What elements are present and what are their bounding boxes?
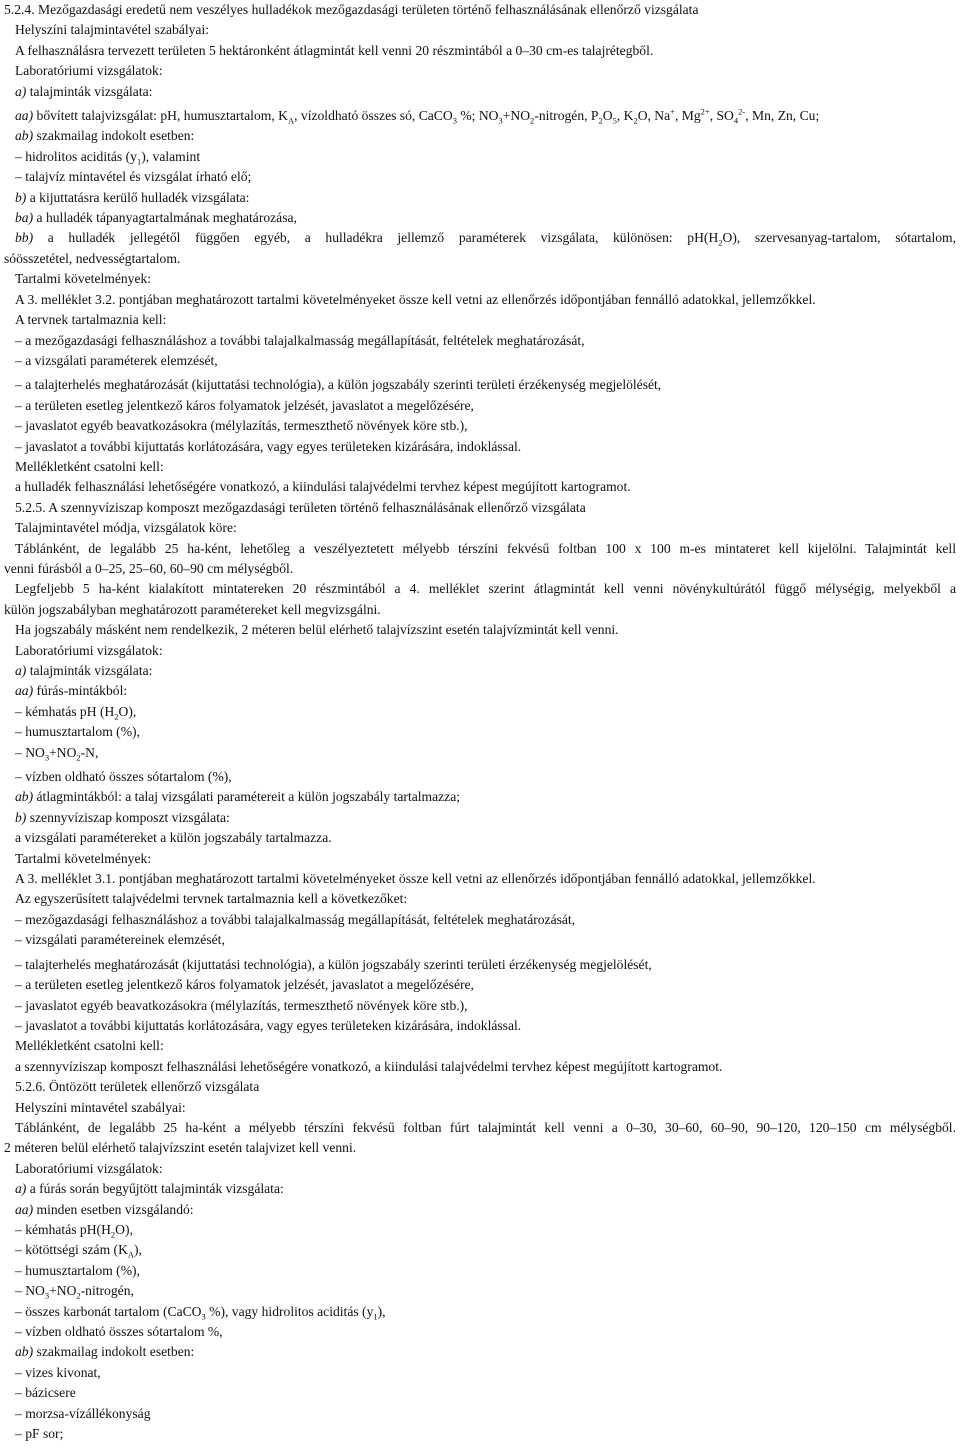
text-line: a) talajminták vizsgálata: [15,663,153,678]
text-line: – a vizsgálati paraméterek elemzését, [15,352,218,368]
text-line: 5.2.6. Öntözött területek ellenőrző vizsgálata [15,1079,260,1095]
text-line: – $NO_3+NO_2$-nitrogén, [15,1283,134,1301]
text-line: a) a fúrás során begyűjtött talajminták vizsgálata: [15,1181,284,1197]
text-line: – kémhatás $pH(H_2O)$, [15,1221,133,1240]
text-line: Helyszíni talajmintavétel szabályai: [15,22,210,38]
text-line: ab) szakmailag indokolt esetben: [15,1344,195,1360]
text-line: Laboratóriumi vizsgálatok: [15,642,163,658]
text-line: – humusztartalom (%), [15,1262,140,1278]
text-line: – vizsgálati paramétereinek elemzését, [15,932,225,948]
text-line: – $NO_3+NO_2-N$, [15,744,99,763]
text-line: – talajterhelés meghatározását (kijuttatási technológia), a külön jogszabály szerinti területi érzékenység megjelölését, [15,956,652,972]
text-line: 5.2.4. Mezőgazdasági eredetű nem veszélyes hulladékok mezőgazdasági területen történő felhasználásának ellenőrző vizsgálata [4,2,699,17]
text-line: – bázicsere [15,1385,76,1401]
text-line: ab) átlagmintákból: a talaj vizsgálati paramétereit a külön jogszabály tartalmazza; [15,789,461,805]
text-line: a hulladék felhasználási lehetőségére vonatkozó, a kiindulási talajvédelmi tervhez képest megújított kartogramot. [15,479,631,495]
text-line: – mezőgazdasági felhasználáshoz a további talajalkalmasság megállapítását, feltételek meghatározását, [15,911,576,927]
text-line: b) szennyvíziszap komposzt vizsgálata: [15,809,230,825]
text-line: – a területen esetleg jelentkező káros folyamatok jelzését, javaslatot a megelőzésére, [15,977,474,993]
text-line: – a területen esetleg jelentkező káros folyamatok jelzését, javaslatot a megelőzésére, [15,397,474,413]
text-line: Laboratóriumi vizsgálatok: [15,63,163,79]
text-line: venni fúrásból a 0–25, 25–60, 60–90 cm mélységből. [4,560,294,576]
text-line: – vízben oldható összes sótartalom %, [15,1324,223,1339]
text-line: Tartalmi követelmények: [15,271,152,287]
text-line: – javaslatot egyéb beavatkozásokra (mélylazítás, termeszthető növények köre stb.), [15,418,468,434]
text-line: – javaslatot a további kijuttatás korlátozására, vagy egyes területeken kizárására, indoklással. [15,1017,522,1033]
text-line: a) talajminták vizsgálata: [15,83,153,99]
text-line: sóösszetétel, nedvességtartalom. [4,250,181,266]
text-line: A tervnek tartalmaznia kell: [15,312,167,328]
text-line: – kötöttségi szám $(K_A)$, [15,1242,142,1261]
text-line: – javaslatot egyéb beavatkozásokra (mélylazítás, termeszthető növények köre stb.), [15,997,468,1013]
text-line: b) a kijuttatásra kerülő hulladék vizsgálata: [15,189,250,205]
text-line: – a talajterhelés meghatározását (kijuttatási technológia), a külön jogszabály szerinti területi érzékenység megjelölését, [15,377,662,393]
text-line: Legfeljebb 5 ha-ként kialakított mintatereken 20 részmintából a 4. melléklet szerint átlagmintát kell venni növénykultúrától függő mélységig, melyekből a [15,581,956,597]
text-line: aa) fúrás-mintákból: [15,683,128,699]
text-line: A felhasználásra tervezett területen 5 hektáronként átlagmintát kell venni 20 részmintából a 0–30 cm-es talajrétegből. [15,42,654,58]
text-line: aa) bővített talajvizsgálat: pH, humusztartalom, $K_A$, vízoldható összes só, CaCO$_3$ %; $NO_3+NO_2$-nitrogén, $P_2O_5$, $K_2O$, Na+, $Mg^{2+}$, $SO_4^{2-}$, Mn, Zn, Cu; [15,106,820,126]
text-line: Talajmintavétel módja, vizsgálatok köre: [15,520,237,536]
text-line: ab) szakmailag indokolt esetben: [15,128,195,144]
text-line: ba) a hulladék tápanyagtartalmának meghatározása, [15,210,297,226]
text-line: Táblánként, de legalább 25 ha-ként, lehetőleg a veszélyeztetett mélyebb térszíni fekvésű foltban 100 x 100 m-es mintateret kell kijelölni. Talajmintát kell [15,540,956,556]
text-line: Helyszíni mintavétel szabályai: [15,1099,186,1115]
text-line: a vizsgálati paramétereket a külön jogszabály tartalmazza. [15,830,332,846]
text-line: Ha jogszabály másként nem rendelkezik, 2 méteren belül elérhető talajvízszint esetén talajvízmintát kell venni. [15,622,619,638]
text-line: Mellékletként csatolni kell: [15,1038,164,1054]
text-line: Táblánként, de legalább 25 ha-ként a mélyebb térszíni fekvésű foltban fúrt talajmintát kell venni a 0–30, 30–60, 60–90, 90–120, 120–150 cm mélységből. [15,1119,956,1135]
text-line: – talajvíz mintavétel és vizsgálat írható elő; [15,169,252,185]
text-line: Mellékletként csatolni kell: [15,458,164,474]
text-line: – a mezőgazdasági felhasználáshoz a további talajalkalmasság megállapítását, feltételek meghatározását, [15,332,585,348]
text-line: aa) minden esetben vizsgálandó: [15,1201,194,1217]
text-line: a szennyvíziszap komposzt felhasználási lehetőségére vonatkozó, a kiindulási talajvédelmi tervhez képest megújított kartogramot. [15,1058,723,1074]
text-line: – hidrolitos aciditás $(y_1)$, valamint [15,148,201,167]
text-line: A 3. melléklet 3.2. pontjában meghatározott tartalmi követelményeket össze kell vetni az ellenőrzés időpontjában fennálló adatokkal, jellemzőkkel. [15,291,816,307]
text-line: – pF sor; [15,1426,64,1442]
text-line: Az egyszerűsített talajvédelmi tervnek tartalmaznia kell a következőket: [15,891,408,907]
text-line: bb) a hulladék jellegétől függően egyéb, a hulladékra jellemző paraméterek vizsgálata, különösen: $pH(H_2O)$, szervesanyag-tartalom, sótartalom, [15,230,956,249]
text-line: – kémhatás pH $(H_2O)$, [15,703,137,722]
text-line: – humusztartalom (%), [15,724,140,740]
text-line: 5.2.5. A szennyvíziszap komposzt mezőgazdasági területen történő felhasználásának ellenőrző vizsgálata [15,499,586,515]
text-line: 2 méteren belül elérhető talajvízszint esetén talajvizet kell venni. [4,1140,357,1156]
text-line: – morzsa-vízállékonyság [15,1405,151,1421]
text-line: – vizes kivonat, [15,1364,101,1380]
text-line: – vízben oldható összes sótartalom (%), [15,769,232,785]
text-line: külön jogszabályban meghatározott paramétereket kell megvizsgálni. [4,601,381,617]
text-line: A 3. melléklet 3.1. pontjában meghatározott tartalmi követelményeket össze kell vetni az ellenőrzés időpontjában fennálló adatokkal, jellemzőkkel. [15,871,816,887]
text-line: – javaslatot a további kijuttatás korlátozására, vagy egyes területeken kizárására, indoklással. [15,438,522,454]
text-line: Laboratóriumi vizsgálatok: [15,1160,163,1176]
text-line: – összes karbonát tartalom (CaCO$_3$ %), vagy hidrolitos aciditás $(y_1)$, [15,1303,386,1322]
text-line: Tartalmi követelmények: [15,850,152,866]
